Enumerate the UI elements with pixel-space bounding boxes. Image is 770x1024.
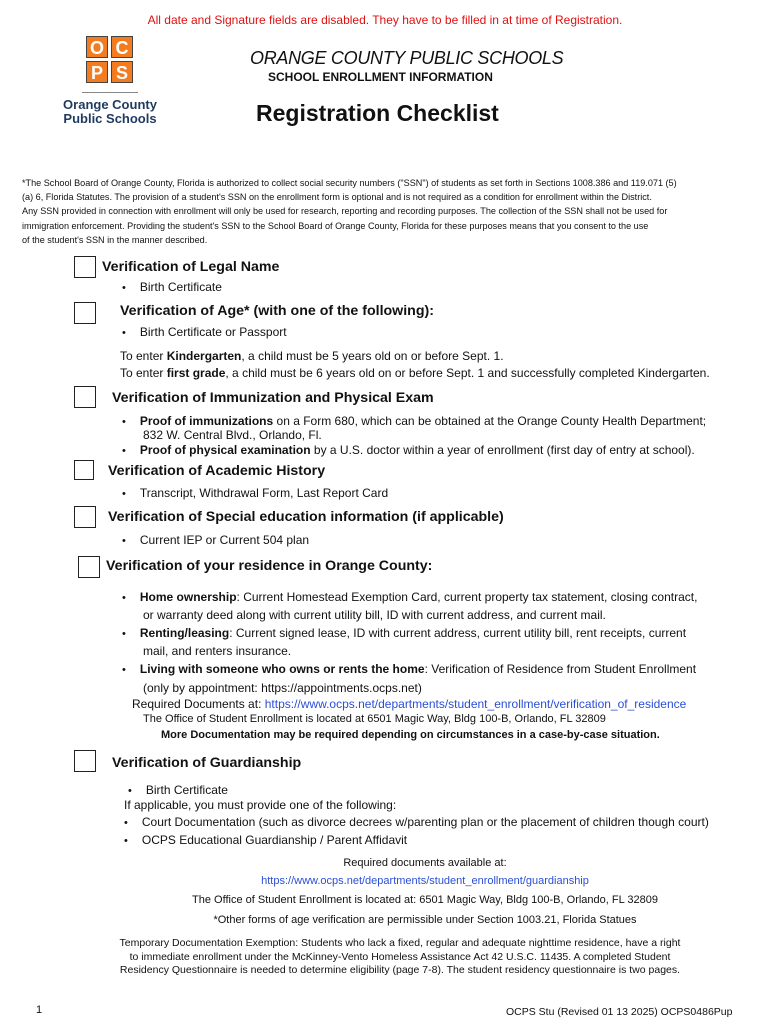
section-title-age: Verification of Age* (with one of the following): (120, 303, 434, 319)
list-item: • Transcript, Withdrawal Form, Last Report Card (122, 486, 389, 500)
list-item: • Birth Certificate (128, 783, 228, 797)
section-title-academic-history: Verification of Academic History (108, 463, 326, 479)
list-item: • OCPS Educational Guardianship / Parent Affidavit (124, 833, 408, 847)
residence-link[interactable]: https://www.ocps.net/departments/student_enrollment/verification_of_residence (264, 697, 687, 711)
logo-letter: P (86, 61, 108, 83)
list-item: • Current IEP or Current 504 plan (122, 533, 310, 547)
logo-text-line1: Orange County (63, 97, 157, 112)
first-grade-rule: To enter first grade, a child must be 6 years old on or before Sept. 1 and successfully completed Kindergarten. (120, 366, 710, 380)
disclaimer-line: immigration enforcement. Providing the student's SSN to the School Board of Orange County, Florida for these purposes means that you consent to the use (22, 220, 649, 231)
list-item-continuation: or warranty deed along with current utility bill, ID with current address, and current mail. (143, 608, 606, 622)
list-item: • Renting/leasing: Current signed lease, ID with current address, current utility bill, rent receipts, current (122, 626, 687, 640)
exemption-line: Temporary Documentation Exemption: Students who lack a fixed, regular and adequate nighttime residence, have a right (119, 937, 681, 949)
registration-notice: All date and Signature fields are disabled. They have to be filled in at time of Registration. (147, 13, 623, 27)
list-item: • Home ownership: Current Homestead Exemption Card, current property tax statement, closing contract, (122, 590, 698, 604)
page-number: 1 (36, 1004, 43, 1016)
footer-office-address: The Office of Student Enrollment is located at: 6501 Magic Way, Bldg 100-B, Orlando, FL 32809 (192, 894, 658, 906)
exemption-line: Residency Questionnaire is needed to determine eligibility (page 7-8). The student residency questionnaire is two pages. (119, 964, 681, 976)
section-title-immunization: Verification of Immunization and Physical Exam (112, 390, 434, 406)
school-subtitle: SCHOOL ENROLLMENT INFORMATION (268, 70, 493, 84)
section-title-guardianship: Verification of Guardianship (112, 755, 302, 771)
checkbox-residence[interactable] (78, 556, 100, 578)
list-item: • Birth Certificate (122, 280, 222, 294)
list-item-continuation: mail, and renters insurance. (143, 644, 292, 658)
list-item: • Court Documentation (such as divorce decrees w/parenting plan or the placement of children though court) (124, 815, 709, 829)
guardianship-link[interactable]: https://www.ocps.net/departments/student_enrollment/guardianship (261, 875, 589, 887)
form-code: OCPS Stu (Revised 01 13 2025) OCPS0486Pup (506, 1006, 733, 1018)
list-item: • Proof of physical examination by a U.S. doctor within a year of enrollment (first day of entry at school). (122, 443, 695, 457)
checkbox-guardianship[interactable] (74, 750, 96, 772)
section-title-residence: Verification of your residence in Orange County: (106, 558, 433, 574)
list-item: • Proof of immunizations on a Form 680, which can be obtained at the Orange County Health Department; (122, 414, 707, 428)
disclaimer-line: (a) 6, Florida Statutes. The provision of a student's SSN on the enrollment form is optional and is not required as a condition for enrollment within the District. (22, 192, 652, 203)
list-item-continuation: (only by appointment: https://appointments.ocps.net) (143, 681, 422, 695)
list-item-continuation: 832 W. Central Blvd., Orlando, Fl. (143, 428, 322, 442)
kindergarten-rule: To enter Kindergarten, a child must be 5 years old on or before Sept. 1. (120, 349, 504, 363)
logo-text-line2: Public Schools (63, 111, 157, 126)
checkbox-special-education[interactable] (74, 506, 96, 528)
more-documentation-note: More Documentation may be required depending on circumstances in a case-by-case situation. (161, 729, 660, 741)
logo-letter: C (111, 36, 133, 58)
disclaimer-line: *The School Board of Orange County, Florida is authorized to collect social security numbers ("SSN") of students as set forth in Sections 1008.386 and 119.071 (5) (22, 178, 677, 188)
checkbox-immunization[interactable] (74, 386, 96, 408)
if-applicable-note: If applicable, you must provide one of the following: (124, 798, 397, 812)
logo-letter: O (86, 36, 108, 58)
disclaimer-line: of the student's SSN in the manner described. (22, 234, 208, 245)
list-item: • Living with someone who owns or rents the home: Verification of Residence from Student Enrollment (122, 662, 697, 676)
disclaimer-line: Any SSN provided in connection with enrollment will only be used for research, reporting and recording purposes. The collection of the SSN shall not be used for (22, 206, 668, 217)
list-item: • Birth Certificate or Passport (122, 325, 287, 339)
section-title-legal-name: Verification of Legal Name (102, 259, 280, 275)
checkbox-academic-history[interactable] (74, 460, 94, 480)
school-name: ORANGE COUNTY PUBLIC SCHOOLS (250, 48, 564, 68)
logo-divider (82, 92, 138, 93)
temporary-exemption (20, 937, 770, 978)
required-documents-label: Required documents available at: (343, 857, 507, 869)
office-address: The Office of Student Enrollment is located at 6501 Magic Way, Bldg 100-B, Orlando, FL 32809 (143, 713, 606, 725)
required-documents-line: Required Documents at: https://www.ocps.net/departments/student_enrollment/verification_of_residence (132, 697, 687, 711)
logo-letter: S (111, 61, 133, 83)
exemption-line: to immediate enrollment under the McKinney-Vento Homeless Assistance Act 42 U.S.C. 11435. A completed Student (129, 950, 671, 963)
page-title: Registration Checklist (256, 100, 499, 126)
checkbox-age[interactable] (74, 302, 96, 324)
checkbox-legal-name[interactable] (74, 256, 96, 278)
ssn-disclaimer (22, 176, 762, 247)
section-title-special-education: Verification of Special education information (if applicable) (108, 509, 504, 525)
other-forms-note: *Other forms of age verification are permissible under Section 1003.21, Florida Statues (213, 914, 637, 926)
